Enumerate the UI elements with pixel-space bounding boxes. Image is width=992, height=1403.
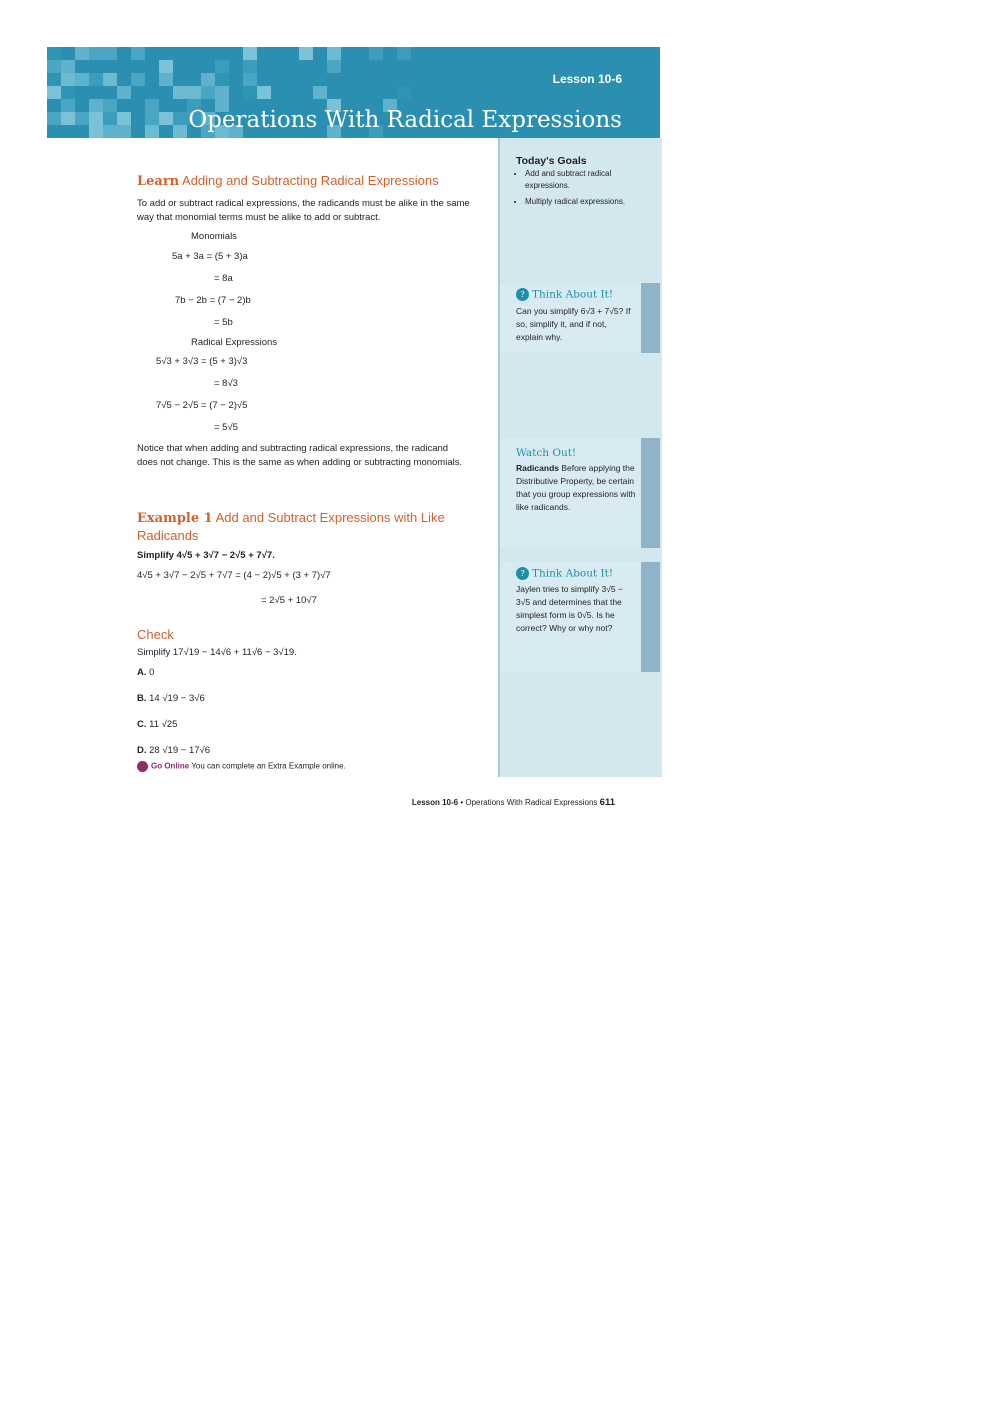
pattern-tile [243, 60, 257, 73]
page-title: Operations With Radical Expressions [188, 107, 622, 133]
footer-lesson: Lesson 10-6 [411, 798, 459, 807]
think-title: Think About It! [532, 288, 614, 301]
pattern-tile [243, 73, 257, 86]
check-prompt: Simplify 17√19 − 14√6 + 11√6 − 3√19. [137, 647, 297, 658]
pattern-tile [173, 125, 187, 138]
pattern-tile [159, 73, 173, 86]
learn-heading [137, 172, 472, 190]
pattern-tile [215, 60, 229, 73]
pattern-tile [299, 47, 313, 60]
pattern-tile [215, 86, 229, 99]
radical-equation-4: = 5√5 [214, 422, 238, 433]
goals-list [516, 168, 641, 208]
pattern-tile [89, 125, 103, 138]
think-heading-2 [516, 567, 634, 580]
sidebar-tab-2 [641, 438, 660, 548]
pattern-tile [61, 73, 75, 86]
goals-title: Today's Goals [516, 155, 587, 167]
pattern-tile [47, 60, 61, 73]
sidebar-tab-3 [641, 562, 660, 672]
pattern-tile [397, 86, 411, 99]
goals-box [516, 155, 641, 208]
pattern-tile [369, 47, 383, 60]
check-heading: Check [137, 627, 174, 642]
option-text: 14 √19 − 3√6 [146, 693, 205, 704]
watch-body: Before applying the Distributive Property, be certain that you group expressions with like radicands. [516, 463, 636, 512]
pattern-tile [327, 60, 341, 73]
pattern-tile [89, 99, 103, 112]
check-option-c[interactable] [137, 719, 177, 730]
watch-heading: Watch Out! [516, 447, 577, 459]
pattern-tile [159, 60, 173, 73]
pattern-tile [173, 86, 187, 99]
pattern-tile [327, 47, 341, 60]
notice-paragraph: Notice that when adding and subtracting radical expressions, the radicand does not change. This is the same as when adding or subtracting monomials. [137, 443, 463, 468]
think-title: Think About It! [532, 567, 614, 580]
radical-equation-1: 5√3 + 3√3 = (5 + 3)√3 [156, 356, 248, 367]
pattern-tile [103, 47, 117, 60]
pattern-tile [243, 86, 257, 99]
option-text: 28 √19 − 17√6 [146, 745, 211, 756]
lesson-banner [47, 47, 660, 138]
pattern-tile [201, 86, 215, 99]
pattern-tile [47, 73, 61, 86]
footer-sep: • [458, 798, 466, 807]
pattern-tile [145, 125, 159, 138]
learn-intro: To add or subtract radical expressions, the radicands must be alike in the same way that monomial terms must be alike to add or subtract. [137, 198, 470, 223]
pattern-tile [397, 47, 411, 60]
pattern-tile [243, 47, 257, 60]
option-text: 0 [146, 667, 155, 678]
pattern-tile [117, 112, 131, 125]
pattern-tile [75, 73, 89, 86]
pattern-tile [117, 86, 131, 99]
option-letter: B. [137, 693, 147, 704]
pattern-tile [61, 60, 75, 73]
pattern-tile [257, 86, 271, 99]
pattern-tile [131, 47, 145, 60]
go-online-text: You can complete an Extra Example online. [189, 761, 346, 771]
pattern-tile [215, 73, 229, 86]
pattern-tile [201, 73, 215, 86]
pattern-tile [313, 86, 327, 99]
radical-equation-2: = 8√3 [214, 378, 238, 389]
pattern-tile [117, 125, 131, 138]
pattern-tile [173, 112, 187, 125]
footer-title: Operations With Radical Expressions [465, 798, 598, 807]
go-online-link[interactable] [137, 761, 346, 772]
check-option-d[interactable] [137, 745, 210, 756]
goal-item: • Multiply radical expressions. [525, 196, 641, 208]
monomial-equation-1: 5a + 3a = (5 + 3)a [172, 251, 248, 262]
check-option-b[interactable] [137, 693, 205, 704]
pattern-tile [187, 86, 201, 99]
monomials-label: Monomials [191, 231, 237, 242]
pattern-tile [103, 125, 117, 138]
page-footer [412, 797, 615, 808]
goal-item: • Add and subtract radical expressions. [525, 168, 641, 192]
monomial-equation-4: = 5b [214, 317, 233, 328]
check-option-a[interactable] [137, 667, 154, 678]
main-content [137, 172, 472, 225]
option-letter: C. [137, 719, 147, 730]
go-online-label: Go Online [151, 761, 190, 771]
example-step-2: = 2√5 + 10√7 [261, 595, 317, 606]
pattern-tile [89, 112, 103, 125]
lightbulb-icon: ? [516, 567, 529, 580]
think-heading-1 [516, 288, 634, 301]
think-about-it-box-1 [500, 283, 641, 353]
go-online-icon [137, 761, 148, 772]
example-label: Example 1 [137, 511, 213, 526]
radical-equation-3: 7√5 − 2√5 = (7 − 2)√5 [156, 400, 248, 411]
example-title: Add and Subtract Expressions with Like Radicands [137, 510, 445, 543]
monomial-equation-2: = 8a [214, 273, 233, 284]
lesson-number: Lesson 10-6 [552, 72, 622, 86]
pattern-tile [103, 99, 117, 112]
example-step-1: 4√5 + 3√7 − 2√5 + 7√7 = (4 − 2)√5 + (3 + 7)√7 [137, 570, 331, 581]
pattern-tile [75, 47, 89, 60]
learn-label: Learn [137, 174, 180, 189]
example-prompt: Simplify 4√5 + 3√7 − 2√5 + 7√7. [137, 550, 275, 561]
option-letter: A. [137, 667, 147, 678]
pattern-tile [47, 47, 61, 60]
pattern-tile [103, 112, 117, 125]
pattern-tile [61, 86, 75, 99]
example-heading [137, 509, 472, 544]
sidebar-tab-1 [641, 283, 660, 353]
option-letter: D. [137, 745, 147, 756]
think-text-2: Jaylen tries to simplify 3√5 − 3√5 and determines that the simplest form is 0√5. Is he correct? Why or why not? [516, 584, 623, 633]
think-text-1: Can you simplify 6√3 + 7√5? If so, simplify it, and if not, explain why. [516, 306, 631, 342]
pattern-tile [61, 112, 75, 125]
sidebar [498, 138, 662, 777]
pattern-tile [145, 99, 159, 112]
pattern-tile [47, 112, 61, 125]
learn-title: Adding and Subtracting Radical Expressions [179, 173, 439, 188]
pattern-tile [103, 73, 117, 86]
option-text: 11 √25 [146, 719, 178, 730]
page-number: 611 [599, 797, 615, 808]
pattern-tile [75, 112, 89, 125]
pattern-tile [61, 99, 75, 112]
watch-out-box [500, 438, 641, 548]
pattern-tile [159, 112, 173, 125]
watch-bold: Radicands [516, 463, 559, 473]
pattern-tile [131, 73, 145, 86]
think-about-it-box-2 [500, 562, 641, 672]
lightbulb-icon: ? [516, 288, 529, 301]
radicals-label: Radical Expressions [191, 337, 278, 348]
pattern-tile [47, 86, 61, 99]
pattern-tile [145, 112, 159, 125]
monomial-equation-3: 7b − 2b = (7 − 2)b [175, 295, 251, 306]
pattern-tile [89, 47, 103, 60]
pattern-tile [89, 73, 103, 86]
watch-text [516, 462, 636, 514]
